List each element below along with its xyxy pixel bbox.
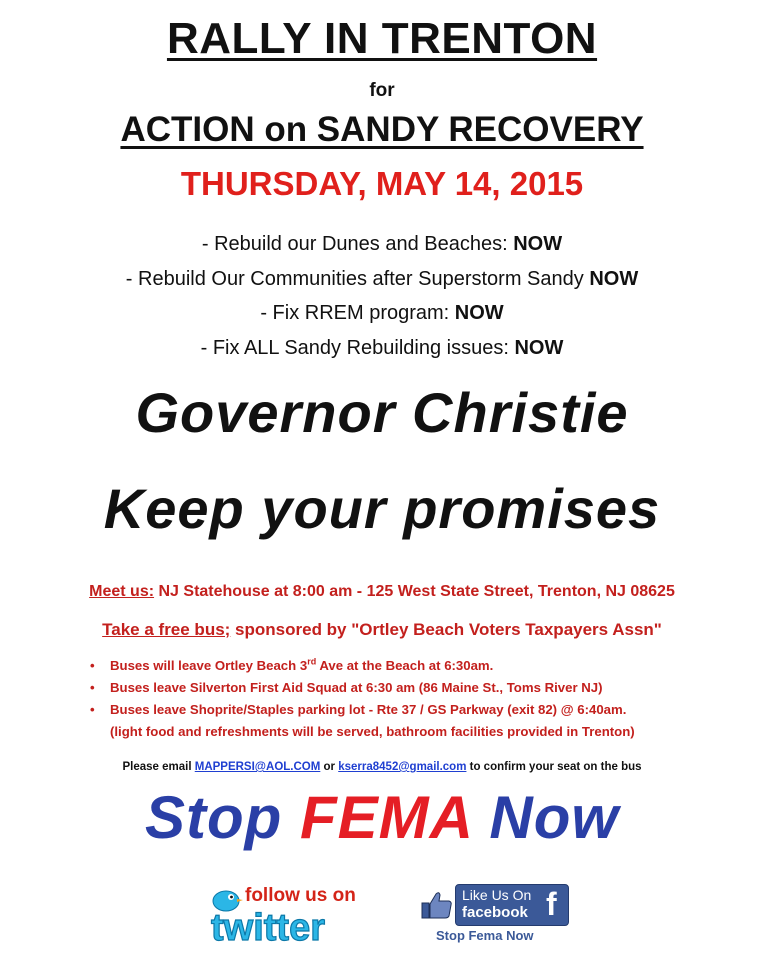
slogan-line-1: Governor Christie	[135, 381, 629, 444]
twitter-logo: twitter	[211, 907, 325, 949]
bus-info: Take a free bus; sponsored by "Ortley Beach Voters Taxpayers Assn"	[102, 620, 662, 639]
demand-item: - Fix RREM program: NOW	[260, 302, 504, 324]
page-subtitle: ACTION on SANDY RECOVERY	[120, 110, 644, 149]
bus-schedule-list	[88, 655, 748, 743]
thumbs-up-icon	[421, 890, 453, 920]
demand-item: - Rebuild Our Communities after Superstorm Sandy NOW	[125, 268, 639, 290]
facebook-caption: Stop Fema Now	[436, 928, 534, 943]
page-title: RALLY IN TRENTON	[166, 14, 598, 63]
bullet-icon: •	[90, 658, 95, 673]
stop-fema-banner: Stop FEMA Now	[144, 784, 620, 851]
twitter-follow-text: follow us on	[245, 885, 356, 906]
twitter-follow-badge[interactable]	[205, 885, 375, 949]
facebook-icon: f	[546, 886, 557, 922]
list-item: • Buses will leave Ortley Beach 3rd Ave at the Beach at 6:30am.	[88, 655, 748, 677]
facebook-box: Like Us On facebook f	[455, 884, 569, 926]
email-link-1[interactable]: MAPPERSI@AOL.COM	[194, 761, 321, 773]
for-text: for	[369, 80, 395, 101]
list-item: • Buses leave Silverton First Aid Squad at 6:30 am (86 Maine St., Toms River NJ)	[88, 677, 748, 699]
slogan-line-2: Keep your promises	[103, 477, 661, 540]
bullet-icon: •	[90, 702, 95, 717]
event-date: THURSDAY, MAY 14, 2015	[180, 165, 584, 202]
email-link-2[interactable]: kserra8452@gmail.com	[338, 761, 467, 773]
email-instructions: Please email MAPPERSI@AOL.COM or kserra8452@gmail.com to confirm your seat on the bus	[122, 761, 642, 773]
facebook-like-badge[interactable]	[421, 884, 581, 946]
list-item: • Buses leave Shoprite/Staples parking lot - Rte 37 / GS Parkway (exit 82) @ 6:40am.	[88, 699, 748, 721]
bullet-icon: •	[90, 680, 95, 695]
demand-item: - Rebuild our Dunes and Beaches: NOW	[201, 233, 563, 255]
meeting-info: Meet us: NJ Statehouse at 8:00 am - 125 West State Street, Trenton, NJ 08625	[89, 583, 675, 600]
list-item-note: (light food and refreshments will be served, bathroom facilities provided in Trenton)	[110, 724, 635, 739]
demand-item: - Fix ALL Sandy Rebuilding issues: NOW	[200, 337, 564, 359]
